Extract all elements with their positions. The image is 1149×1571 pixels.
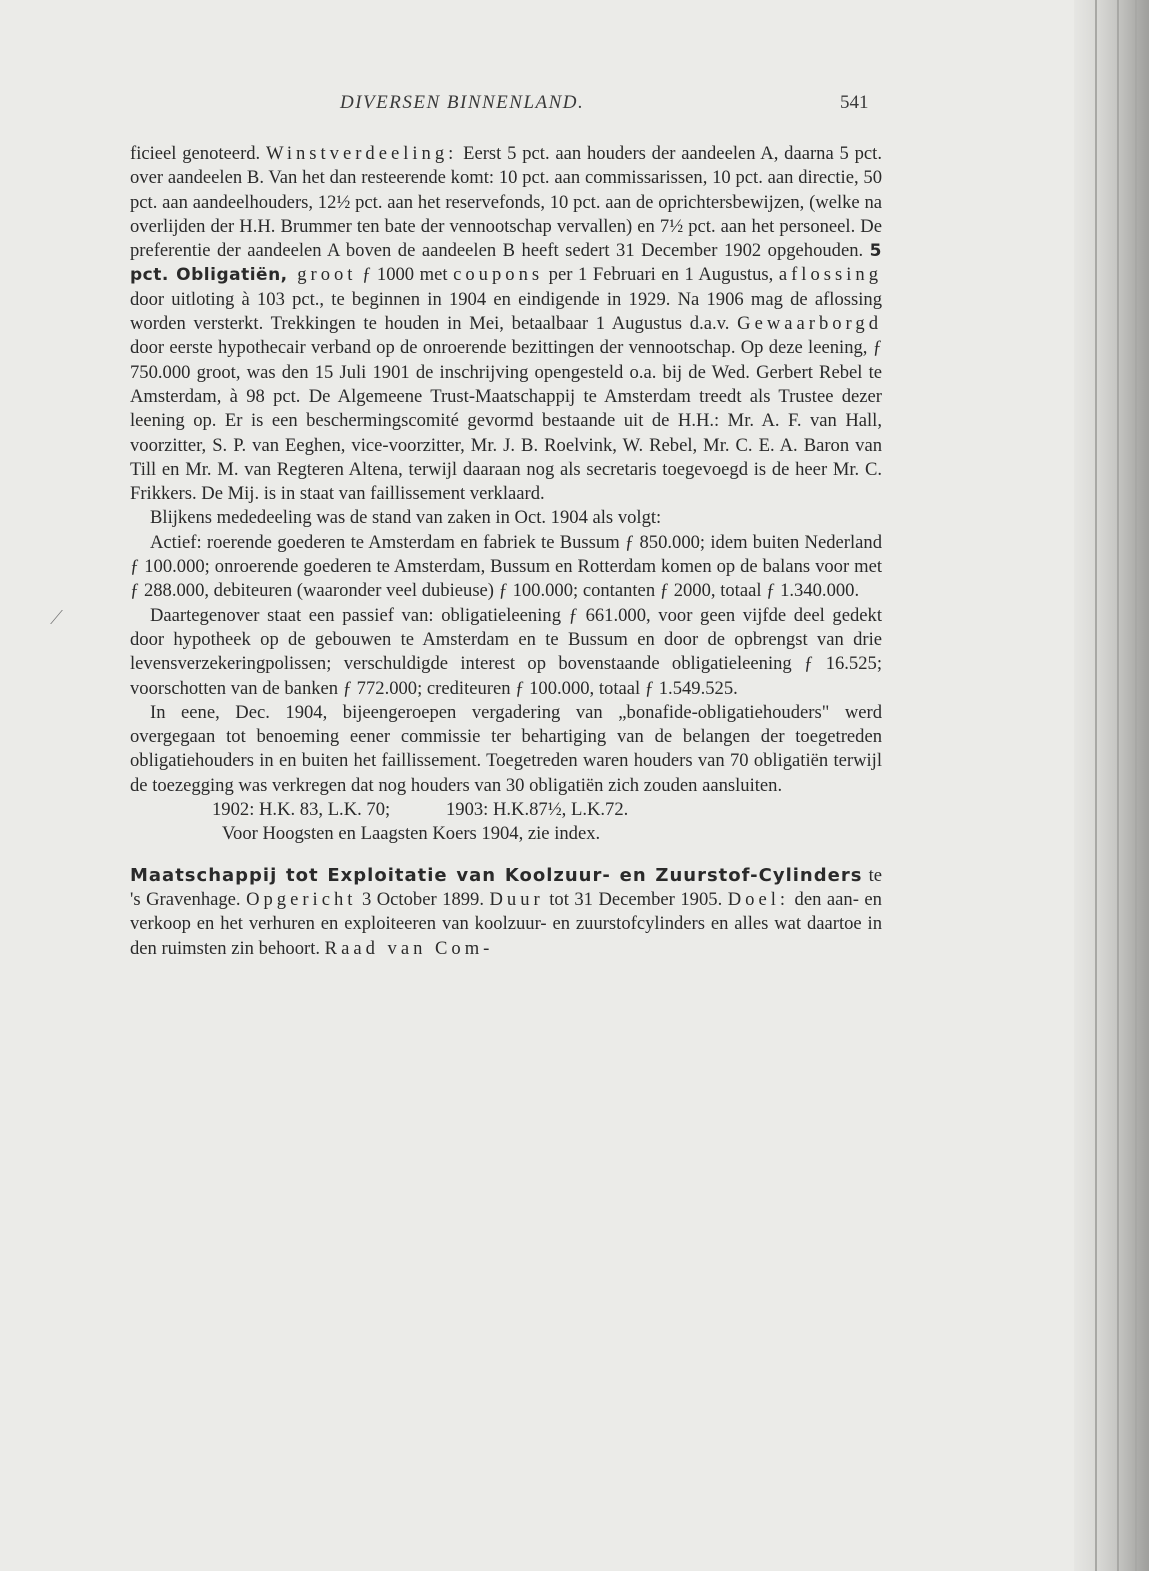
page-body [130, 142, 882, 961]
margin-pencil-mark [50, 610, 75, 624]
koers-index-ref: Voor Hoogsten en Laagsten Koers 1904, zie index. [222, 823, 601, 845]
section-koolzuur: Maatschappij tot Exploitatie van Koolzuur- en Zuurstof-Cylinders te 's Gravenhage. Opgericht 3 October 1899. Duur tot 31 December 1905. Doel: den aan- en verkoop en het verhuren en exploiteeren van koolzuur- en zuurstofcylinders en alles wat daartoe in den ruimsten zin behoort. Raad van Com- [130, 864, 882, 959]
page-header [0, 92, 1149, 122]
section-title: Maatschappij tot Exploitatie van Koolzuur- en Zuurstof-Cylinders [130, 864, 863, 886]
koers-1903: 1903: H.K.87½, L.K.72. [445, 799, 629, 821]
gutter-line [1095, 0, 1097, 1571]
paragraph-actief: Actief: roerende goederen te Amsterdam en fabriek te Bussum ƒ 850.000; idem buiten Nederland ƒ 100.000; onroerende goederen te Amsterdam, Bussum en Rotterdam komen op de balans voor met ƒ 288.000, debiteuren (waaronder veel dubieuse) ƒ 100.000; contanten ƒ 2000, totaal ƒ 1.340.000. [130, 531, 882, 602]
paragraph-vergadering: In eene, Dec. 1904, bijeengeroepen vergadering van „bonafide-obligatiehouders" werd overgegaan tot benoeming eener commissie ter behartiging van de belangen der toegetreden obligatiehouders in en buiten het faillissement. Toegetreden waren houders van 70 obligatiën terwijl de toezegging was verkregen dat nog houders van 30 obligatiën zich zouden aansluiten. [130, 701, 882, 796]
koers-1902: 1902: H.K. 83, L.K. 70; [212, 799, 391, 821]
koers-line [130, 798, 882, 822]
heading-obligaties: 5 pct. Obligatiën, [130, 241, 882, 286]
running-head: DIVERSEN BINNENLAND. [340, 92, 585, 113]
paragraph-passief: Daartegenover staat een passief van: obligatieleening ƒ 661.000, voor geen vijfde deel gedekt door hypotheek op de gebouwen te Amsterdam en te Bussum en door de opbrengst van drie levensverzekeringpolissen; verschuldigde interest op bovenstaande obligatieleening ƒ 16.525; voorschotten van de banken ƒ 772.000; crediteuren ƒ 100.000, totaal ƒ 1.549.525. [130, 604, 882, 699]
gutter-line [1117, 0, 1119, 1571]
gutter-line [1135, 0, 1137, 1571]
book-gutter-shadow [1074, 0, 1149, 1571]
paragraph-stand-van-zaken: Blijkens mededeeling was de stand van zaken in Oct. 1904 als volgt: [150, 507, 662, 529]
page-number: 541 [840, 92, 869, 113]
paragraph-winstverdeeling: ficieel genoteerd. Winstverdeeling: Eerst 5 pct. aan houders der aandeelen A, daarna 5 pct. over aandeelen B. Van het dan resteerende komt: 10 pct. aan commissarissen, 10 pct. aan directie, 50 pct. aan aandeelhouders, 12½ pct. aan het reservefonds, 10 pct. aan de oprichtersbewijzen, (welke na overlijden der H.H. Brummer ten bate der vennootschap vervallen) en 7½ pct. aan het personeel. De preferentie der aandeelen A boven de aandeelen B heeft sedert 31 December 1902 opgehouden. 5 pct. Obligatiën, groot ƒ 1000 met coupons per 1 Februari en 1 Augustus, aflossing door uitloting à 103 pct., te beginnen in 1904 en eindigende in 1929. Na 1906 mag de aflossing worden versterkt. Trekkingen te houden in Mei, betaalbaar 1 Augustus d.a.v. Gewaarborgd door eerste hypothecair verband op de onroerende bezittingen der vennootschap. Op deze leening, ƒ 750.000 groot, was den 15 Juli 1901 de inschrijving opengesteld o.a. bij de Wed. Gerbert Rebel te Amsterdam, à 98 pct. De Algemeene Trust-Maatschappij te Amsterdam treedt als Trustee dezer leening op. Er is een beschermingscomité gevormd bestaande uit de H.H.: Mr. A. F. van Hall, voorzitter, S. P. van Eeghen, vice-voorzitter, Mr. J. B. Roelvink, W. Rebel, Mr. C. E. A. Baron van Till en Mr. M. van Regteren Altena, terwijl daaraan nog als secretaris toegevoegd is de heer Mr. C. Frikkers. De Mij. is in staat van faillissement verklaard. [130, 143, 882, 505]
